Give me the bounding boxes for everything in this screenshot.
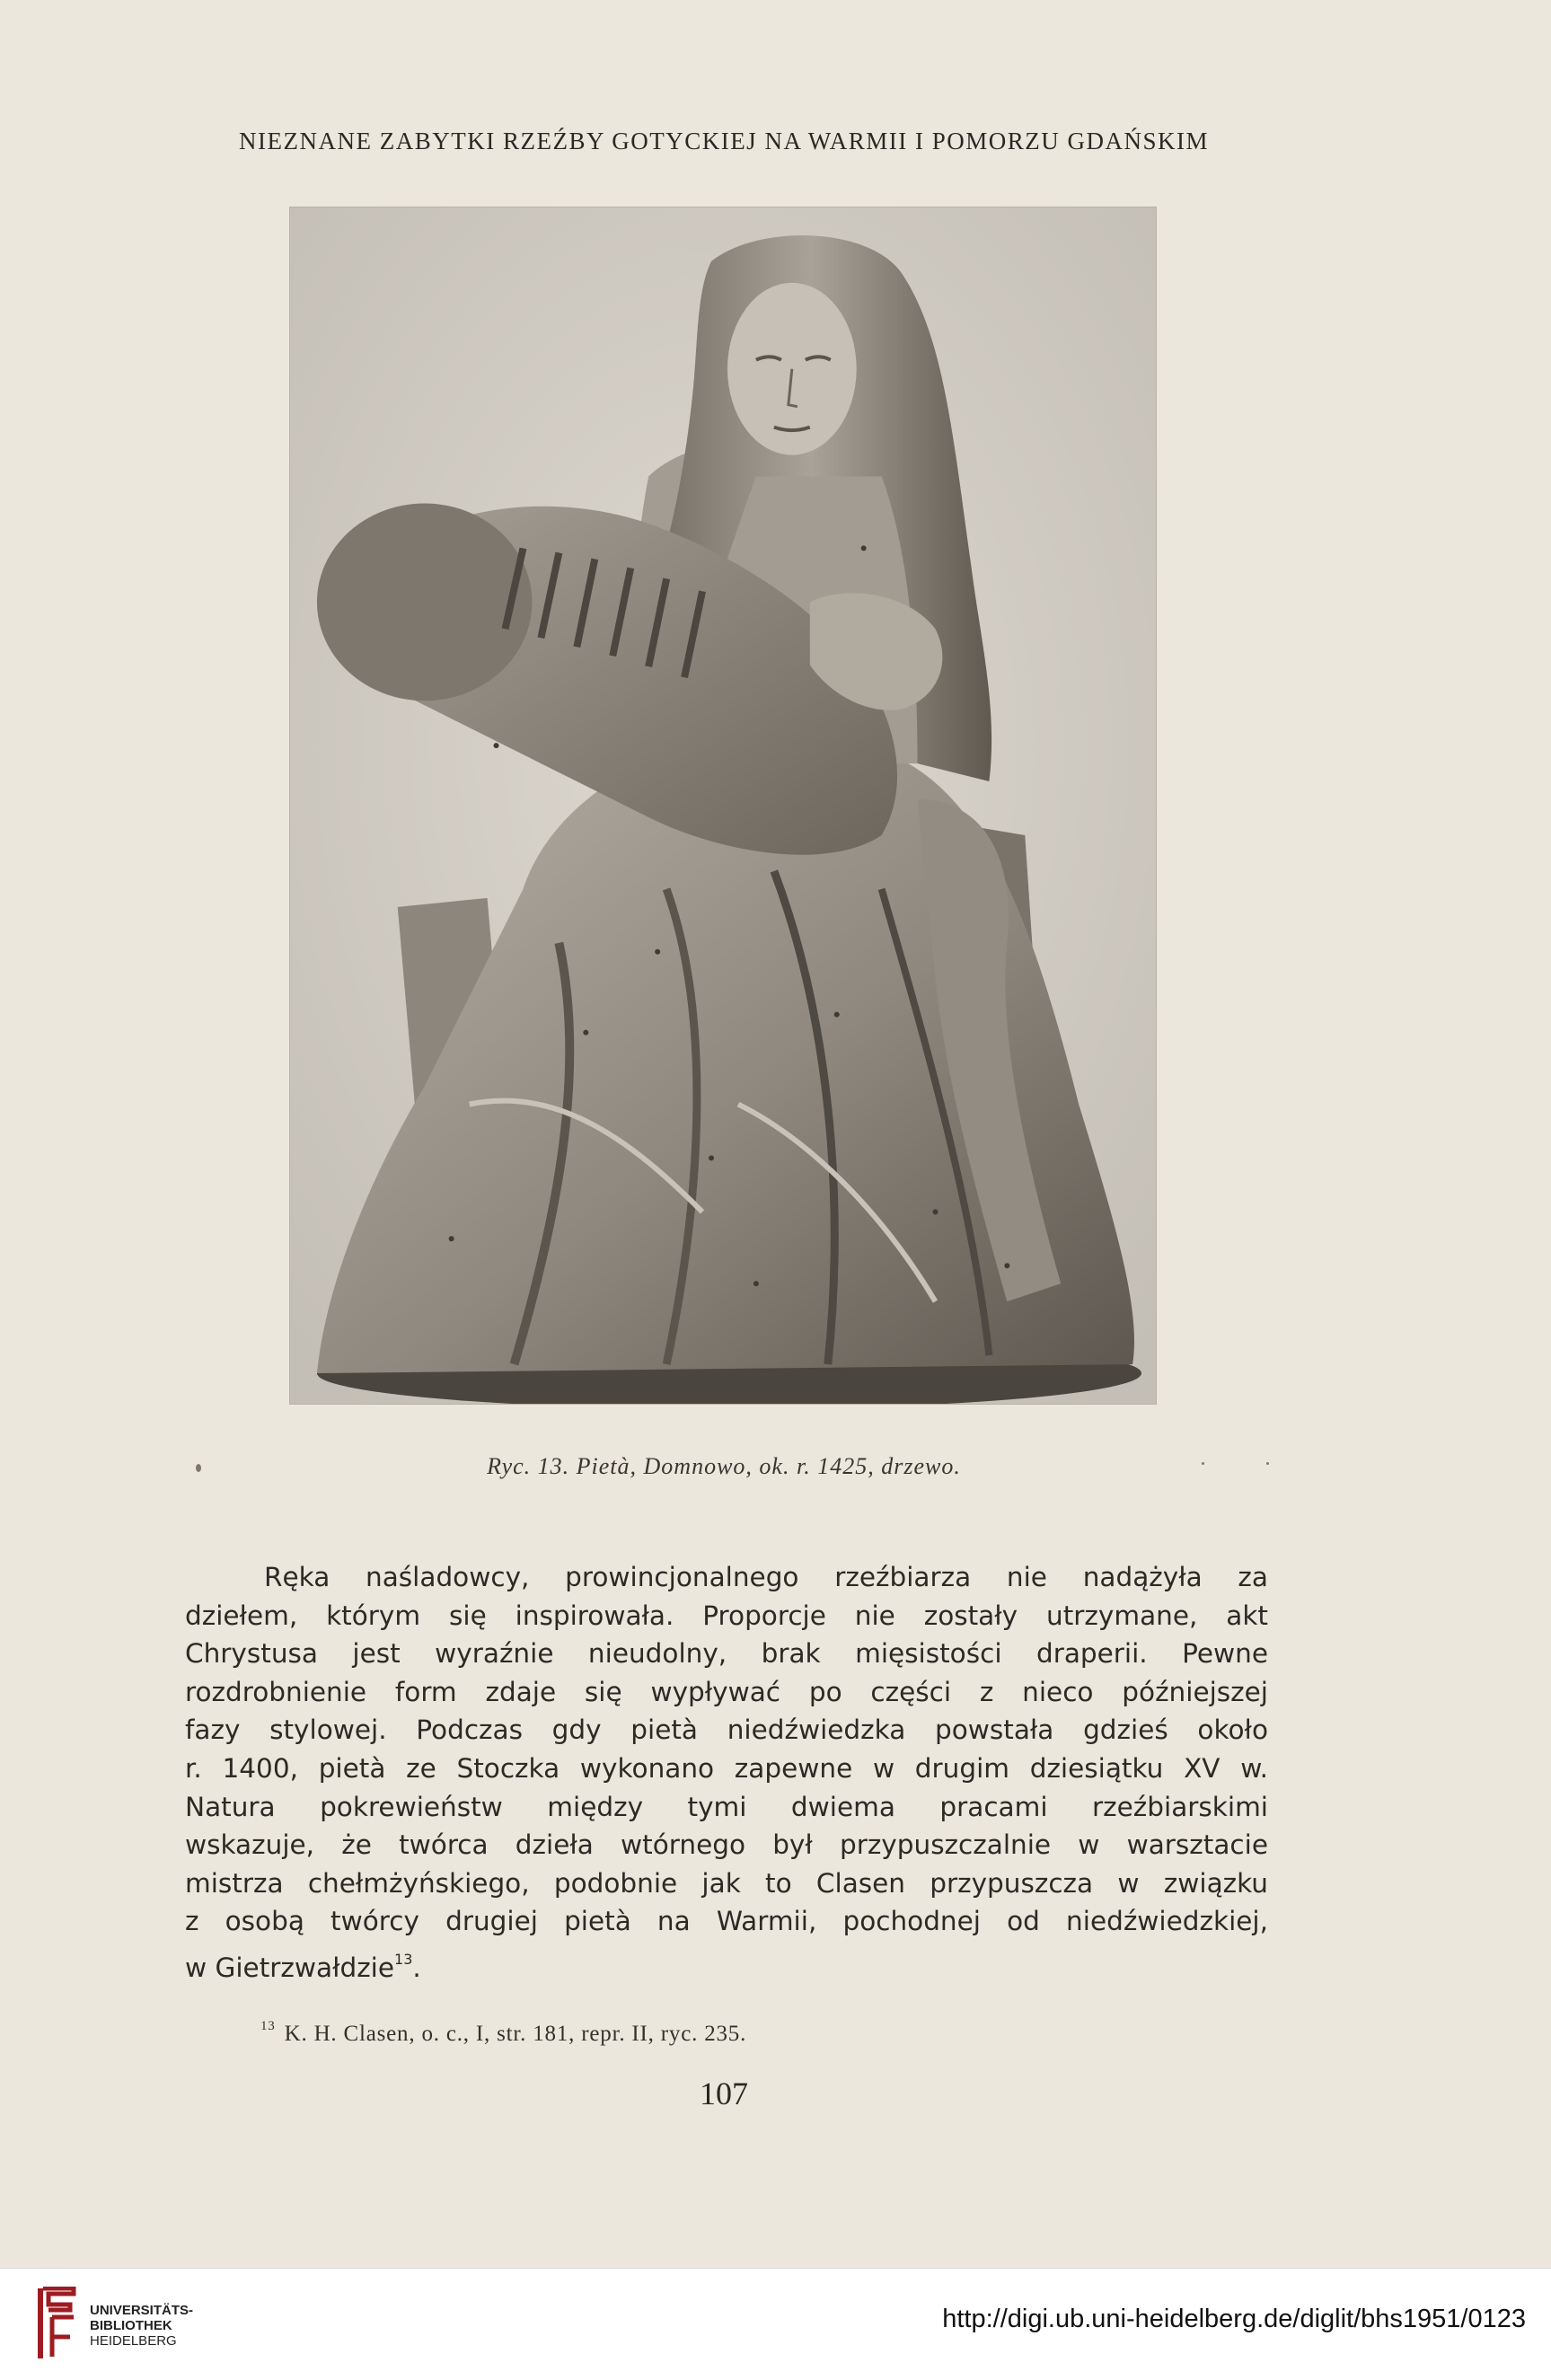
logo-line: HEIDELBERG xyxy=(90,2333,177,2349)
body-line: Natura pokrewieństw między tymi dwiema pracami rzeźbiarskimi xyxy=(185,1791,1268,1822)
source-url-link[interactable]: http://digi.ub.uni-heidelberg.de/diglit/bhs1951/0123 xyxy=(942,2305,1526,2333)
footnote-text: K. H. Clasen, o. c., I, str. 181, repr. II, ryc. 235. xyxy=(284,2022,747,2046)
page-number: 107 xyxy=(700,2076,748,2111)
body-line: fazy stylowej. Podczas gdy pietà niedźwiedzka powstała gdzieś około xyxy=(185,1714,1268,1746)
footnote-number: 13 xyxy=(260,2019,276,2033)
scan-speck xyxy=(1202,1462,1204,1465)
body-line: mistrza chełmżyńskiego, podobnie jak to Clasen przypuszcza w związku xyxy=(185,1867,1268,1899)
scan-speck xyxy=(1266,1462,1269,1465)
scan-speck xyxy=(196,1464,201,1472)
body-line: w Gietrzwałdzie xyxy=(185,1952,395,1983)
body-line: Chrystusa jest wyraźnie nieudolny, brak mięsistości draperii. Pewne xyxy=(185,1638,1268,1670)
body-text xyxy=(185,1558,1268,1988)
pieta-photograph xyxy=(289,207,1157,1405)
library-logo-text xyxy=(90,2303,193,2349)
body-line: rozdrobnienie form zdaje się wypływać po części z nieco późniejszej xyxy=(185,1676,1268,1707)
footnote-ref-suffix: . xyxy=(412,1952,421,1983)
footnote-ref[interactable]: 13 xyxy=(394,1950,413,1968)
body-line: wskazuje, że twórca dzieła wtórnego był przypuszczalnie w warsztacie xyxy=(185,1829,1268,1861)
body-line: dziełem, którym się inspirowała. Proporcje nie zostały utrzymane, akt xyxy=(185,1600,1268,1631)
logo-line: UNIVERSITÄTS- xyxy=(90,2303,194,2318)
body-line: r. 1400, pietà ze Stoczka wykonano zapewne w drugim dziesiątku XV w. xyxy=(185,1752,1268,1784)
logo-line: BIBLIOTHEK xyxy=(90,2318,172,2333)
pieta-sculpture-illustration xyxy=(290,207,1156,1404)
body-line-last xyxy=(185,1941,1268,1988)
body-line: Ręka naśladowcy, prowincjonalnego rzeźbiarza nie nadążyła za xyxy=(264,1562,1268,1592)
running-head: NIEZNANE ZABYTKI RZEŹBY GOTYCKIEJ NA WARMII I POMORZU GDAŃSKIM xyxy=(239,128,1209,154)
figure-caption: Ryc. 13. Pietà, Domnowo, ok. r. 1425, drzewo. xyxy=(487,1453,961,1479)
library-logo-icon[interactable] xyxy=(34,2287,79,2360)
body-line: z osobą twórcy drugiej pietà na Warmii, pochodnej od niedźwiedzkiej, xyxy=(185,1906,1268,1937)
footer-bar xyxy=(0,2268,1551,2380)
footnote xyxy=(260,2019,1248,2047)
